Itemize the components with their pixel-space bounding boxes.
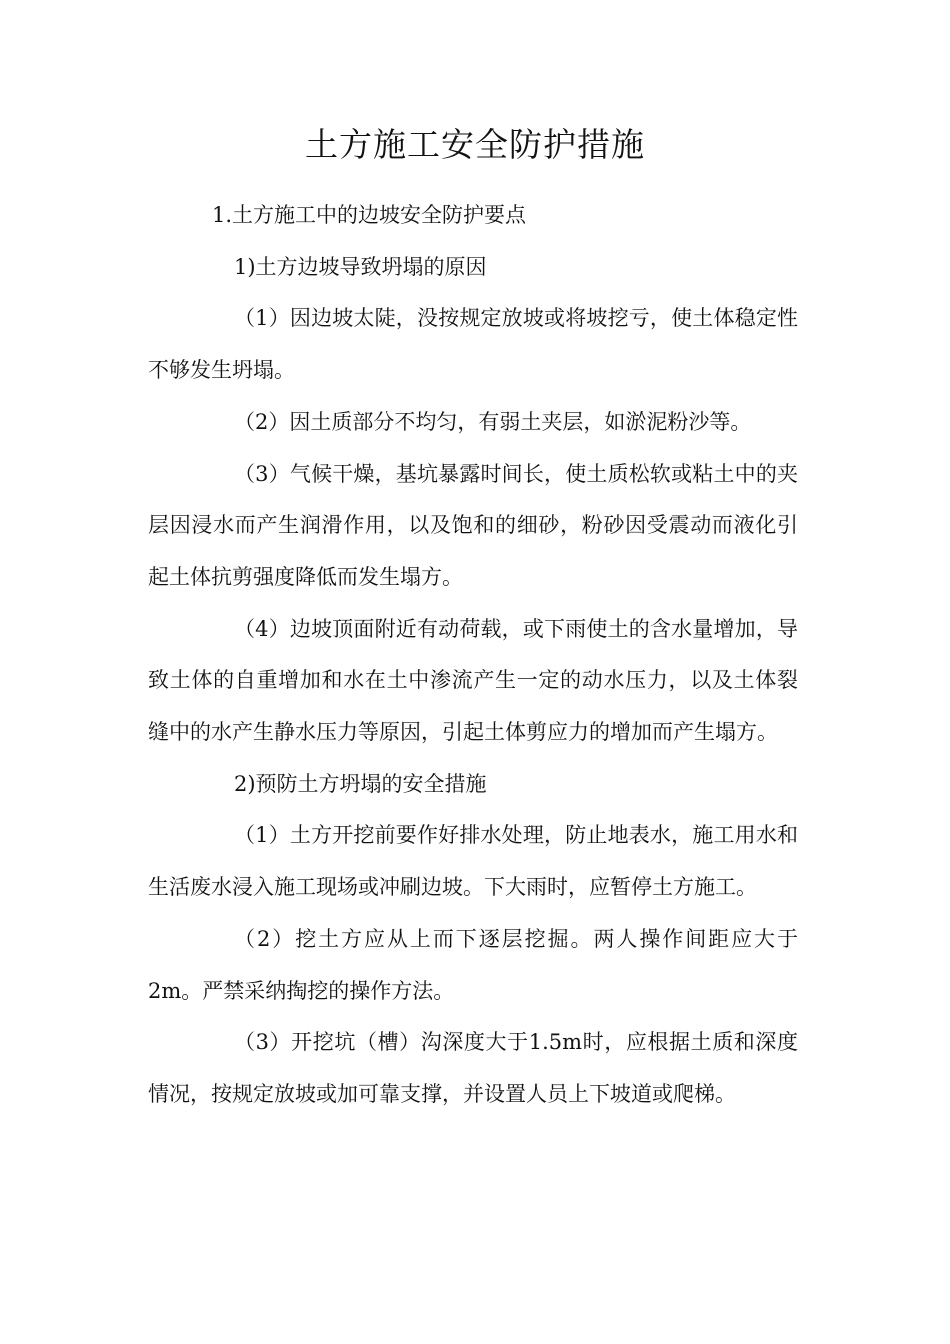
list-item: （2）挖土方应从上而下逐层挖掘。两人操作间距应大于2m。严禁采纳掏挖的操作方法。 — [148, 926, 798, 1003]
subsection-heading: 1)土方边坡导致坍塌的原因 — [234, 254, 487, 279]
list-item: （2）因土质部分不均匀，有弱土夹层，如淤泥粉沙等。 — [234, 409, 752, 434]
section-heading: 1.土方施工中的边坡安全防护要点 — [212, 203, 527, 227]
subsection-heading: 2)预防土方坍塌的安全措施 — [234, 771, 487, 796]
list-item: （1）土方开挖前要作好排水处理，防止地表水，施工用水和生活废水浸入施工现场或冲刷边坡。下大雨时，应暂停土方施工。 — [148, 823, 798, 900]
list-item: （3）气候干燥，基坑暴露时间长，使土质松软或粘土中的夹层因浸水而产生润滑作用，以及饱和的细砂，粉砂因受震动而液化引起土体抗剪强度降低而发生塌方。 — [148, 461, 798, 589]
list-item: （1）因边坡太陡，没按规定放坡或将坡挖亏，使土体稳定性不够发生坍塌。 — [148, 306, 798, 383]
document-body — [148, 190, 798, 1121]
page-title: 土方施工安全防护措施 — [305, 125, 645, 164]
list-item: （3）开挖坑（槽）沟深度大于1.5m时，应根据土质和深度情况，按规定放坡或加可靠支撑，并设置人员上下坡道或爬梯。 — [148, 1030, 798, 1106]
list-item: （4）边坡顶面附近有动荷载，或下雨使土的含水量增加，导致土体的自重增加和水在土中渗流产生一定的动水压力，以及土体裂缝中的水产生静水压力等原因，引起土体剪应力的增加而产生塌方。 — [148, 616, 798, 745]
